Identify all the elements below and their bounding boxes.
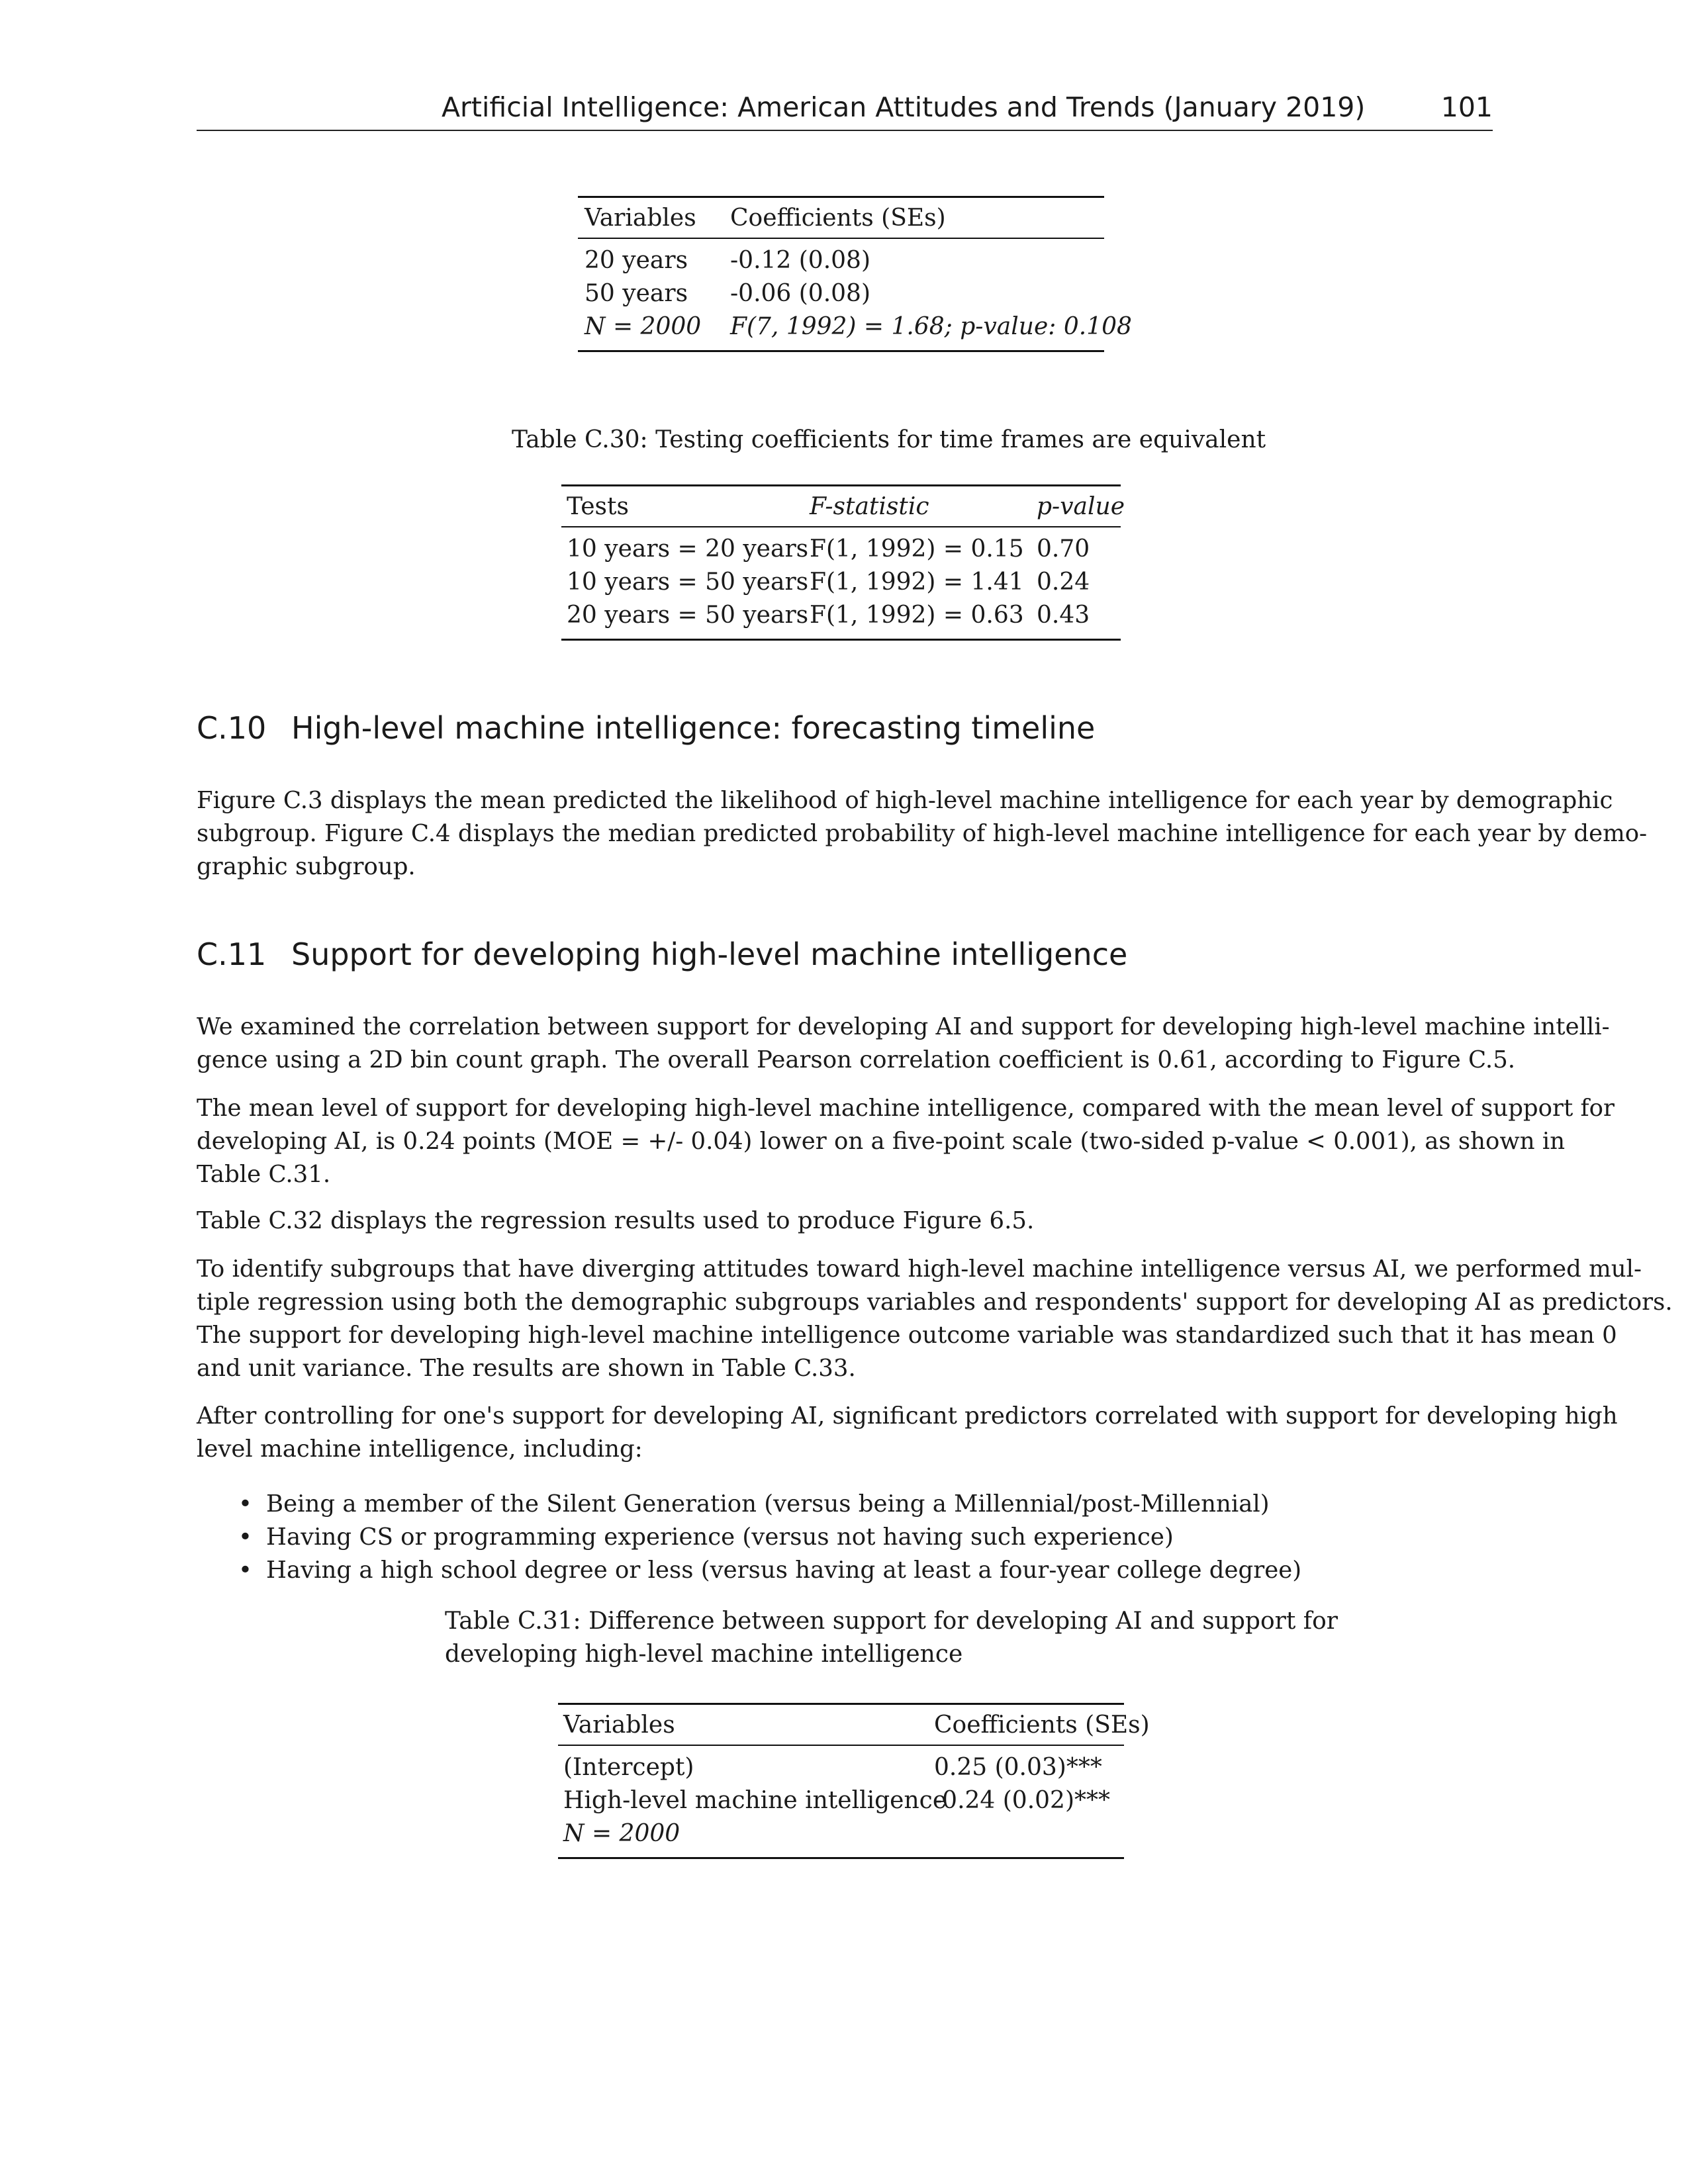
table-header-row — [578, 198, 1104, 238]
table-bottom-rule — [578, 350, 1104, 352]
table-cell: 0.43 — [1037, 602, 1090, 629]
paragraph — [197, 1011, 1610, 1077]
text-line: level machine intelligence, including: — [197, 1435, 643, 1463]
section-title: Support for developing high-level machine intelligence — [291, 936, 1128, 972]
table-row — [561, 533, 1121, 566]
section-title: High-level machine intelligence: forecasting timeline — [291, 710, 1096, 746]
header-title: Artificial Intelligence: American Attitudes and Trends (January 2019) — [442, 91, 1366, 123]
column-header: F-statistic — [810, 493, 929, 520]
text-line: We examined the correlation between support for developing AI and support for developing high-level machine intelli- — [197, 1013, 1610, 1040]
section-heading-c11 — [197, 936, 1127, 972]
list-item-text: Having CS or programming experience (versus not having such experience) — [266, 1524, 1174, 1551]
column-header: Tests — [567, 493, 629, 520]
table-cell: 20 years = 50 years — [567, 602, 809, 629]
text-line: subgroup. Figure C.4 displays the median predicted probability of high-level machine intelligence for each year by demo- — [197, 820, 1648, 847]
running-header — [197, 91, 1493, 131]
table-row — [578, 277, 1104, 310]
table-c31 — [558, 1703, 1150, 1859]
paragraph — [197, 784, 1648, 884]
paragraph — [197, 1092, 1615, 1191]
table-cell: 50 years — [585, 280, 688, 307]
text-line: graphic subgroup. — [197, 853, 416, 880]
bullet-icon: • — [238, 1557, 252, 1584]
list-item — [238, 1488, 1301, 1521]
table-cell: -0.12 (0.08) — [730, 247, 871, 274]
paragraph — [197, 1400, 1618, 1466]
text-line: developing AI, is 0.24 points (MOE = +/- 0.04) lower on a five-point scale (two-sided p-value < 0.001), as shown in — [197, 1128, 1566, 1155]
table-cell: F(1, 1992) = 0.63 — [810, 602, 1024, 629]
table-row — [561, 566, 1121, 599]
caption-line: developing high-level machine intelligence — [445, 1641, 963, 1668]
table-cell: 20 years — [585, 247, 688, 274]
table-row — [561, 599, 1121, 632]
section-heading-c10 — [197, 710, 1095, 746]
bullet-icon: • — [238, 1490, 252, 1518]
table-bottom-rule — [561, 639, 1121, 641]
column-header: Coefficients (SEs) — [934, 1711, 1150, 1739]
table-row — [558, 1751, 1124, 1784]
column-header: Coefficients (SEs) — [730, 205, 946, 232]
list-item — [238, 1554, 1301, 1587]
text-line: To identify subgroups that have diverging attitudes toward high-level machine intelligence versus AI, we performed mul- — [197, 1255, 1642, 1283]
text-line: The support for developing high-level machine intelligence outcome variable was standardized such that it has mean 0 — [197, 1322, 1617, 1349]
text-line: Table C.31. — [197, 1161, 331, 1188]
paragraph — [197, 1205, 1493, 1238]
column-header: Variables — [563, 1711, 675, 1739]
bullet-list — [238, 1488, 1301, 1587]
section-number: C.11 — [197, 936, 267, 972]
table-header-row — [558, 1705, 1150, 1745]
table-bottom-rule — [558, 1857, 1124, 1859]
table-caption — [445, 1605, 1338, 1671]
text-line: and unit variance. The results are shown in Table C.33. — [197, 1355, 856, 1382]
table-cell: 0.25 (0.03)*** — [934, 1754, 1102, 1781]
table-row — [578, 310, 1132, 343]
text-line: The mean level of support for developing high-level machine intelligence, compared with the mean level of support for — [197, 1095, 1615, 1122]
table-cell: 0.70 — [1037, 535, 1090, 563]
table-row — [558, 1784, 1124, 1817]
table-cell: 10 years = 20 years — [567, 535, 809, 563]
text-line: Figure C.3 displays the mean predicted the likelihood of high-level machine intelligence for each year by demographic — [197, 787, 1613, 814]
column-header: p-value — [1037, 493, 1125, 520]
table-cell: 0.24 — [1037, 569, 1090, 596]
table-row — [578, 244, 1104, 277]
list-item-text: Having a high school degree or less (versus having at least a four-year college degree) — [266, 1557, 1302, 1584]
list-item-text: Being a member of the Silent Generation (versus being a Millennial/post-Millennial) — [266, 1490, 1270, 1518]
text-line: Table C.32 displays the regression results used to produce Figure 6.5. — [197, 1207, 1035, 1234]
caption-line: Table C.31: Difference between support for developing AI and support for — [445, 1608, 1338, 1635]
table-cell: 10 years = 50 years — [567, 569, 809, 596]
paragraph — [197, 1253, 1673, 1385]
table-row — [558, 1817, 1124, 1850]
page-number: 101 — [1440, 91, 1493, 123]
section-number: C.10 — [197, 710, 267, 746]
table-cell: High-level machine intelligence — [563, 1787, 947, 1814]
column-header: Variables — [585, 205, 696, 232]
table-header-row — [561, 486, 1125, 526]
list-item — [238, 1521, 1301, 1554]
table-c30 — [561, 484, 1125, 641]
table-cell: F(1, 1992) = 0.15 — [810, 535, 1024, 563]
table-cell: F(1, 1992) = 1.41 — [810, 569, 1024, 596]
table-cell: N = 2000 — [563, 1820, 680, 1847]
text-line: After controlling for one's support for developing AI, significant predictors correlated with support for developing high — [197, 1402, 1618, 1430]
table-caption: Table C.30: Testing coefficients for time frames are equivalent — [512, 426, 1266, 453]
table-cell: (Intercept) — [563, 1754, 694, 1781]
table-cell: -0.24 (0.02)*** — [934, 1787, 1111, 1814]
text-line: gence using a 2D bin count graph. The overall Pearson correlation coefficient is 0.61, according to Figure C.5. — [197, 1046, 1516, 1073]
table-cell: N = 2000 — [585, 313, 702, 340]
table-cell: -0.06 (0.08) — [730, 280, 871, 307]
table-time-frames-continued — [578, 196, 1132, 352]
bullet-icon: • — [238, 1524, 252, 1551]
table-cell: F(7, 1992) = 1.68; p-value: 0.108 — [730, 313, 1132, 340]
text-line: tiple regression using both the demographic subgroups variables and respondents' support for developing AI as predictors. — [197, 1289, 1673, 1316]
